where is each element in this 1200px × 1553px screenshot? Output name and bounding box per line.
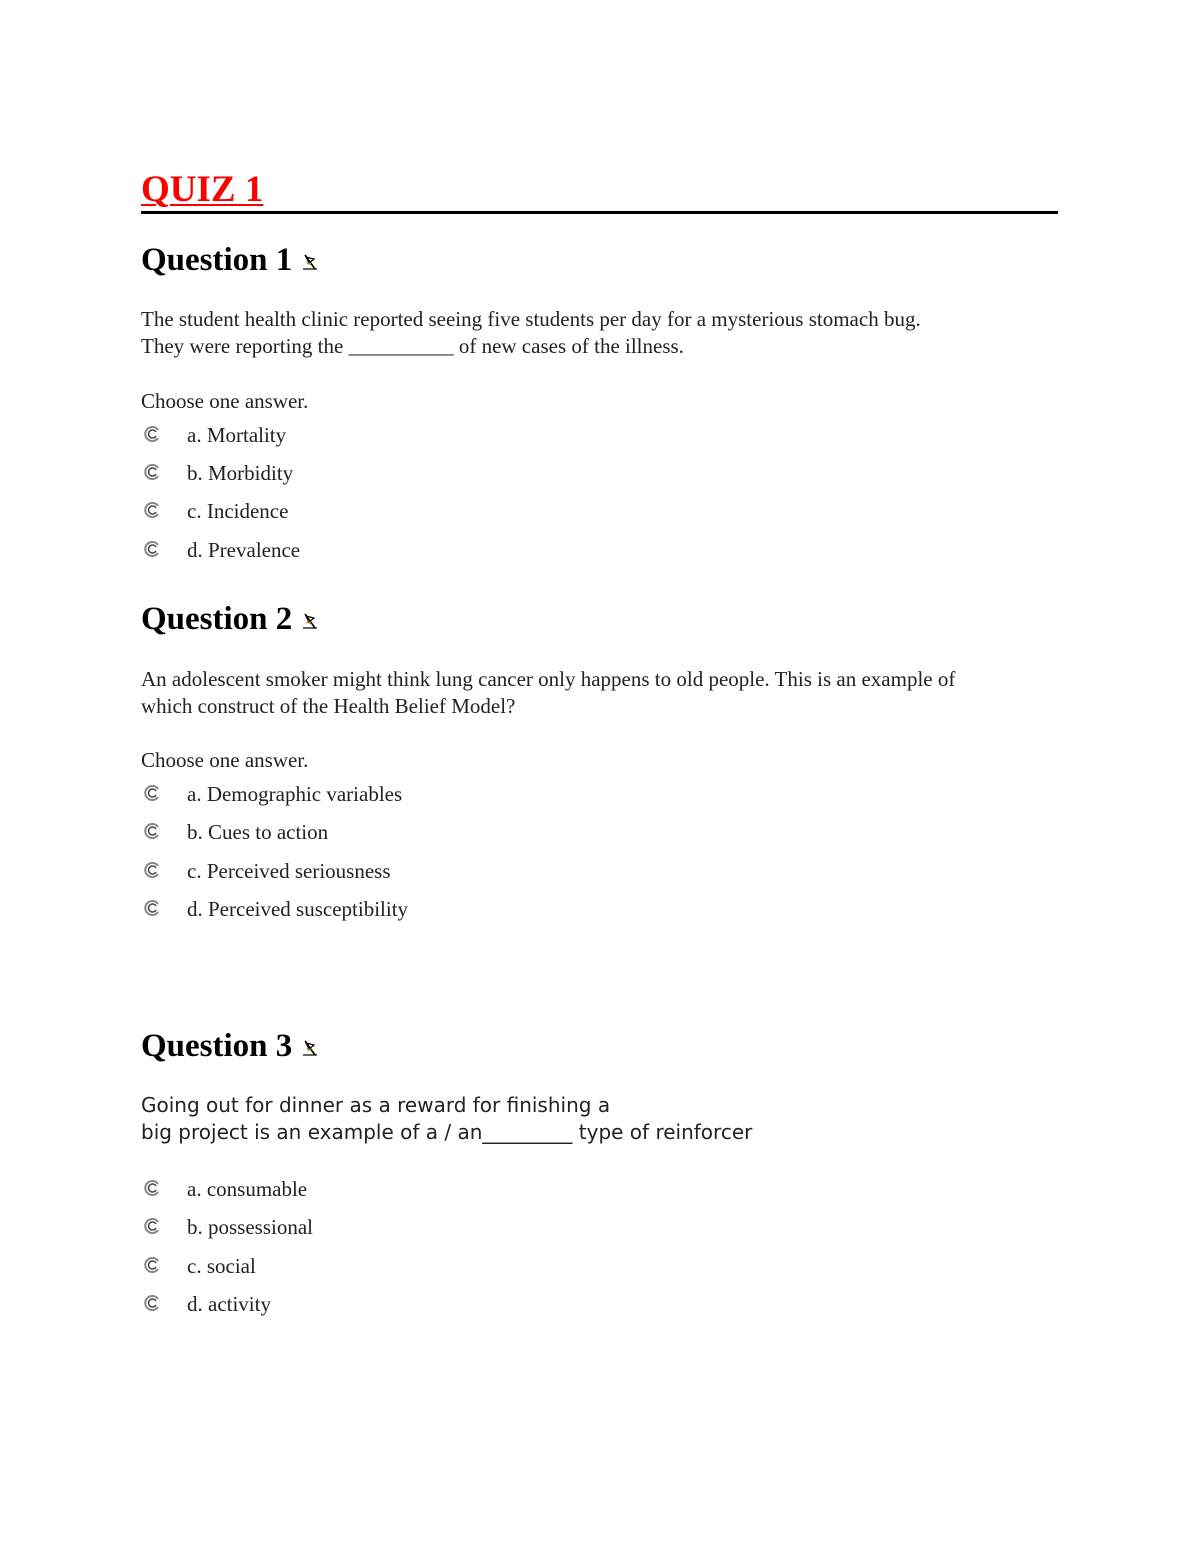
radio-button-icon[interactable] [143, 822, 161, 840]
pencil-flag-icon[interactable] [302, 1039, 318, 1057]
option-label: d. Perceived susceptibility [187, 897, 409, 921]
radio-button-icon[interactable] [143, 463, 161, 481]
question-1-text [141, 306, 1061, 360]
question-2-choose-label: Choose one answer. [141, 748, 309, 772]
radio-button-icon[interactable] [143, 501, 161, 519]
radio-button-icon[interactable] [143, 425, 161, 443]
option-label: a. consumable [187, 1177, 308, 1201]
radio-button-icon[interactable] [143, 899, 161, 917]
pencil-flag-icon[interactable] [302, 612, 318, 630]
question-1-text-line2: They were reporting the __________ of new cases of the illness. [141, 334, 684, 358]
question-2-title: Question 2 [141, 601, 293, 637]
page-title: QUIZ 1 [141, 169, 264, 210]
option-label: b. Cues to action [187, 820, 329, 844]
radio-button-icon[interactable] [143, 540, 161, 558]
question-3-text [141, 1092, 1061, 1146]
question-3-text-line2: big project is an example of a / an_________ type of reinforcer [141, 1120, 753, 1144]
option-label: c. Perceived seriousness [187, 859, 391, 883]
radio-button-icon[interactable] [143, 784, 161, 802]
option-label: b. Morbidity [187, 461, 294, 485]
question-3-title: Question 3 [141, 1028, 293, 1064]
option-label: a. Demographic variables [187, 782, 403, 806]
question-2-text-line1: An adolescent smoker might think lung cancer only happens to old people. This is an example of [141, 667, 956, 691]
question-1-text-line1: The student health clinic reported seeing five students per day for a mysterious stomach bug. [141, 307, 921, 331]
option-label: c. Incidence [187, 499, 289, 523]
radio-button-icon[interactable] [143, 1179, 161, 1197]
radio-button-icon[interactable] [143, 1217, 161, 1235]
option-label: c. social [187, 1254, 256, 1278]
radio-button-icon[interactable] [143, 1256, 161, 1274]
radio-button-icon[interactable] [143, 861, 161, 879]
question-1-heading [141, 240, 318, 280]
question-1-choose-label: Choose one answer. [141, 389, 309, 413]
option-label: b. possessional [187, 1215, 313, 1239]
title-rule [141, 168, 1058, 214]
question-2-text [141, 666, 1061, 720]
option-label: d. activity [187, 1292, 271, 1316]
option-label: d. Prevalence [187, 538, 301, 562]
question-2-heading [141, 599, 318, 639]
radio-button-icon[interactable] [143, 1294, 161, 1312]
question-3-text-line1: Going out for dinner as a reward for finishing a [141, 1093, 611, 1117]
pencil-flag-icon[interactable] [302, 253, 318, 271]
question-2-text-line2: which construct of the Health Belief Model? [141, 694, 516, 718]
question-3-heading [141, 1026, 318, 1066]
question-1-title: Question 1 [141, 242, 293, 278]
option-label: a. Mortality [187, 423, 287, 447]
